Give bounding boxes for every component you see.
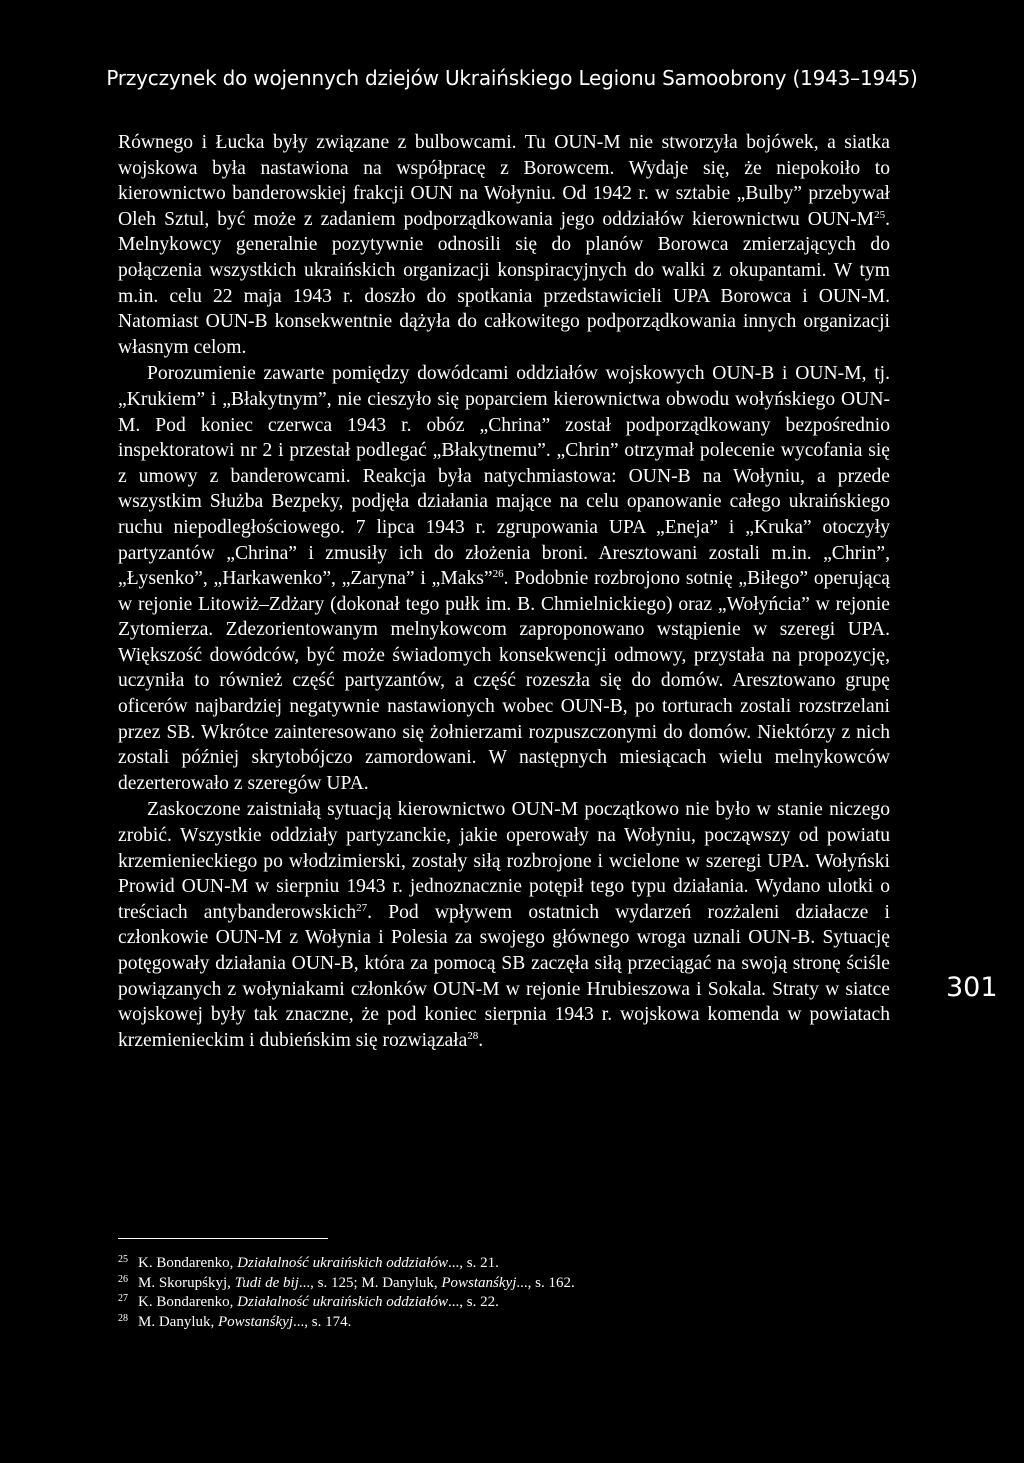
text-segment: . (478, 1029, 484, 1051)
text-segment: Zaskoczone zaistniałą sytuacją kierownictwo OUN-M początkowo nie było w stanie niczego zrobić. Wszystkie oddziały partyzanckie, jakie operowały na Wołyniu, począwszy od powiatu krzemienieckiego po włodzimierski, zostały siłą rozbrojone i wcielone w szeregi UPA. Wołyński Prowid OUN-M w sierpniu 1943 r. jednoznacznie potępił tego typu działania. Wydano ulotki o treściach antybanderowskich (118, 799, 890, 923)
text-segment: Porozumienie zawarte pomiędzy dowódcami oddziałów wojskowych OUN-B i OUN-M, tj. „Krukiem” i „Błakytnym”, nie cieszyło się poparciem kierownictwa obwodu wołyńskiego OUN-M. Pod koniec czerwca 1943 r. obóz „Chrina” został podporządkowany bezpośrednio inspektoratowi nr 2 i przestał podlegać „Błakytnemu”. „Chrin” otrzymał polecenie wycofania się z umowy z banderowcami. Reakcja była natychmiastowa: OUN-B na Wołyniu, a przede wszystkim Służba Bezpeky, podjęła działania mające na celu opanowanie całego ukraińskiego ruchu niepodległościowego. 7 lipca 1943 r. zgrupowania UPA „Eneja” i „Kruka” otoczyły partyzantów „Chrina” i zmusiły ich do złożenia broni. Aresztowani zostali m.in. „Chrin”, „Łysenko”, „Harkawenko”, „Zaryna” i „Maks” (118, 363, 890, 590)
paragraph (118, 130, 890, 360)
running-header: Przyczynek do wojennych dziejów Ukraińskiego Legionu Samoobrony (1943–1945) (106, 66, 918, 90)
text-segment: Równego i Łucka były związane z bulbowcami. Tu OUN-M nie stworzyła bojówek, a siatka wojskowa była nastawiona na współpracę z Borowcem. Wydaje się, że niepokoiło to kierownictwo banderowskiej frakcji OUN na Wołyniu. Od 1942 r. w sztabie „Bulby” przebywał Oleh Sztul, być może z zadaniem podporządkowania jego oddziałów kierownictwu OUN-M (118, 132, 890, 230)
footnote-ref[interactable]: 28 (467, 1029, 479, 1042)
footnotes (118, 1254, 878, 1332)
footnote-locator: ..., s. 21. (447, 1255, 499, 1271)
body-text (118, 130, 890, 1053)
footnote: 28 M. Danyluk, Powstanśkyj..., s. 174. (118, 1312, 352, 1330)
footnote-ref[interactable]: 27 (356, 901, 368, 914)
footnote-locator: ..., s. 22. (447, 1294, 499, 1310)
footnote-author: M. Skorupśkyj, (138, 1274, 235, 1291)
footnote-locator: ..., s. 174. (293, 1313, 352, 1330)
footnote-ref[interactable]: 25 (874, 208, 886, 221)
footnote-author: M. Danyluk, (138, 1313, 218, 1330)
footnote-title: Działalność ukraińskich oddziałów (237, 1294, 448, 1310)
footnote: 25 K. Bondarenko, Działalność ukraińskich oddziałów..., s. 21. (118, 1254, 499, 1271)
footnote-title: Powstanśkyj (441, 1274, 517, 1291)
footnote-divider (118, 1238, 328, 1239)
footnote-title: Powstanśkyj (218, 1313, 293, 1330)
footnote-title: Tudi de bij (234, 1274, 299, 1291)
text-segment: . Podobnie rozbrojono sotnię „Biłego” operującą w rejonie Litowiż–Zdżary (dokonał tego pułk im. B. Chmielnickiego) oraz „Wołyńcia” w rejonie Zytomierza. Zdezorientowanym melnykowcom zaproponowano wstąpienie w szeregi UPA. Większość dowódców, być może świadomych konsekwencji odmowy, przystała na propozycję, uczyniła to również część partyzantów, a część rozeszła się do domów. Aresztowano grupę oficerów najbardziej negatywnie nastawionych wobec OUN-B, po torturach zostali rozstrzelani przez SB. Wkrótce zainteresowano się żołnierzami rozpuszczonymi do domów. Niektórzy z nich zostali później skrytobójczo zamordowani. W następnych miesiącach wielu melnykowców dezerterowało z szeregów UPA. (118, 568, 890, 794)
footnote-author: K. Bondarenko, (138, 1255, 238, 1271)
footnote-locator: ..., s. 125; M. Danyluk, (298, 1274, 442, 1291)
text-segment: . Pod wpływem ostatnich wydarzeń rozżaleni działacze i członkowie OUN-M z Wołynia i Polesia za swojego głównego wroga uznali OUN-B. Sytuację potęgowały działania OUN-B, która za pomocą SB zaczęła siłą przeciągać na swoją stronę ściśle powiązanych z wołyniakami członków OUN-M w rejonie Hrubieszowa i Sokala. Straty w siatce wojskowej były tak znaczne, że pod koniec sierpnia 1943 r. wojskowa komenda w powiatach krzemienieckim i dubieńskim się rozwiązała (118, 901, 890, 1051)
footnote: 26 M. Skorupśkyj, Tudi de bij..., s. 125; M. Danyluk, Powstanśkyj..., s. 162. (118, 1273, 575, 1291)
paragraph (118, 797, 890, 1053)
footnote: 27 K. Bondarenko, Działalność ukraińskich oddziałów..., s. 22. (118, 1293, 499, 1310)
footnote-author: K. Bondarenko, (138, 1294, 238, 1310)
footnote-ref[interactable]: 26 (492, 568, 504, 581)
footnote-locator: ..., s. 162. (516, 1274, 575, 1291)
footnote-title: Działalność ukraińskich oddziałów (237, 1255, 448, 1271)
paragraph (118, 361, 890, 796)
page-number: 301 (946, 972, 998, 1003)
text-segment: . Melnykowcy generalnie pozytywnie odnosili się do planów Borowca zmierzających do połączenia wszystkich ukraińskich organizacji konspiracyjnych do walki z okupantami. W tym m.in. celu 22 maja 1943 r. doszło do spotkania przedstawicieli UPA Borowca i OUN-M. Natomiast OUN-B konsekwentnie dążyła do całkowitego podporządkowania innych organizacji własnym celom. (118, 208, 890, 358)
